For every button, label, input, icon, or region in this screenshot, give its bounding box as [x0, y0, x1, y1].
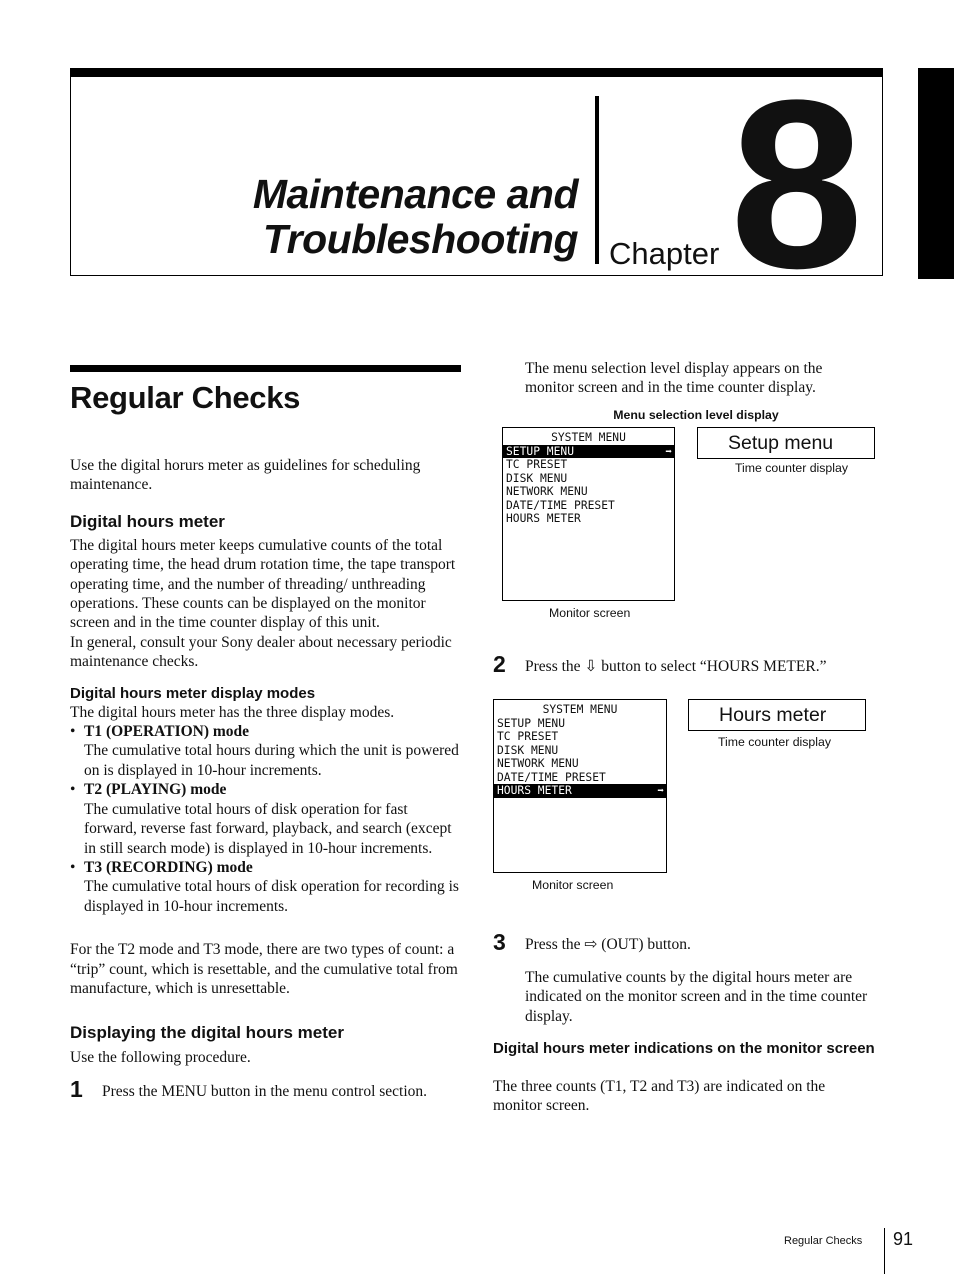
- page-number: 91: [893, 1229, 914, 1249]
- time-counter-display: Hours meter: [688, 699, 866, 731]
- down-arrow-icon: ⇩: [584, 658, 598, 675]
- paragraph-consult-dealer: In general, consult your Sony dealer about necessary periodic maintenance checks.: [70, 633, 452, 671]
- paragraph-count-types: For the T2 mode and T3 mode, there are two types of count: a “trip” count, which is resettable, and the cumulative total from manufacture, which is unresettable.: [70, 941, 458, 997]
- left-column: [70, 365, 461, 1101]
- menu-item-setup-menu: SETUP MENU: [497, 716, 566, 730]
- heading-digital-hours-meter: Digital hours meter: [70, 511, 225, 531]
- time-counter-display: Setup menu: [697, 427, 875, 459]
- menu-item-setup-menu: [503, 445, 674, 459]
- menu-item-disk-menu: DISK MENU: [497, 743, 559, 757]
- mode-name: T1 (OPERATION) mode: [84, 723, 250, 741]
- list-item: [70, 722, 461, 780]
- bullet-icon: •: [70, 781, 76, 799]
- mode-description: The cumulative total hours of disk operation for fast forward, reverse fast forward, playback, and search (except in still search mode) is displayed in 10-hour increments.: [84, 800, 452, 857]
- list-item: [70, 780, 461, 858]
- step-text: Press the MENU button in the menu control section.: [102, 1082, 428, 1100]
- chapter-divider: [595, 96, 599, 264]
- chapter-number: 8: [730, 50, 860, 318]
- heading-displaying-meter: Displaying the digital hours meter: [70, 1023, 344, 1043]
- mode-name: T2 (PLAYING) mode: [84, 781, 227, 799]
- step-2: [493, 652, 893, 678]
- step-text-part: button to select “HOURS METER.”: [597, 658, 827, 675]
- monitor-screen-caption: Monitor screen: [549, 606, 631, 620]
- section-rule: [70, 365, 461, 372]
- step-1: [70, 1077, 461, 1101]
- procedure-intro: Use the following procedure.: [70, 1049, 251, 1067]
- step-text-part: Press the: [525, 658, 585, 675]
- monitor-screen-setup-menu: [502, 427, 675, 601]
- menu-item-hours-meter: [494, 784, 666, 798]
- chapter-side-tab: [918, 68, 954, 279]
- bullet-icon: •: [70, 723, 76, 741]
- menu-item-network-menu: NETWORK MENU: [506, 485, 588, 498]
- menu-item-label: HOURS METER: [497, 784, 572, 797]
- list-item: [70, 858, 461, 916]
- menu-item-tc-preset: TC PRESET: [506, 458, 568, 471]
- menu-item-disk-menu: DISK MENU: [506, 471, 568, 485]
- footer-section-name: Regular Checks: [784, 1235, 863, 1247]
- arrow-right-icon: ➡: [657, 784, 664, 797]
- step-3-followup: The cumulative counts by the digital hours meter are indicated on the monitor screen and in the time counter display.: [525, 969, 868, 1025]
- menu-item-label: SETUP MENU: [506, 444, 575, 458]
- heading-meter-indications: Digital hours meter indications on the monitor screen: [493, 1040, 875, 1057]
- step-text: [525, 657, 826, 676]
- menu-item-hours-meter: HOURS METER: [506, 512, 581, 525]
- mode-name: T3 (RECORDING) mode: [84, 858, 253, 876]
- screen-title: SYSTEM MENU: [551, 431, 626, 444]
- footer-divider: [884, 1228, 885, 1274]
- mode-description: The cumulative total hours of disk operation for recording is displayed in 10-hour increments.: [84, 878, 459, 915]
- step-number: 1: [70, 1075, 83, 1102]
- menu-item-network-menu: NETWORK MENU: [497, 757, 579, 770]
- menu-item-tc-preset: TC PRESET: [497, 730, 559, 743]
- step-number: 3: [493, 929, 506, 955]
- step-number: 2: [493, 651, 506, 677]
- chapter-label: Chapter: [609, 236, 720, 271]
- figure-title: Menu selection level display: [613, 408, 779, 422]
- screen-title: SYSTEM MENU: [542, 703, 618, 716]
- chapter-title-line2: Troubleshooting: [262, 216, 578, 262]
- arrow-right-icon: ➡: [665, 444, 672, 458]
- section-title: Regular Checks: [70, 380, 301, 415]
- chapter-title: [253, 172, 578, 262]
- time-counter-caption: Time counter display: [735, 461, 848, 475]
- mode-description: The cumulative total hours during which the unit is powered on is displayed in 10-hour increments.: [84, 742, 459, 779]
- step-1-followup: The menu selection level display appears on the monitor screen and in the time counter display.: [525, 360, 823, 397]
- step-text-part: Press the: [525, 936, 585, 953]
- time-counter-caption: Time counter display: [718, 735, 831, 749]
- monitor-screen-caption: Monitor screen: [532, 878, 614, 892]
- step-text: [525, 935, 691, 954]
- intro-paragraph: Use the digital horurs meter as guidelines for scheduling maintenance.: [70, 457, 421, 494]
- menu-item-date-time-preset: DATE/TIME PRESET: [497, 770, 606, 784]
- bullet-icon: •: [70, 858, 76, 876]
- step-3: [493, 930, 893, 956]
- chapter-title-line1: Maintenance and: [252, 171, 578, 217]
- paragraph-meter-description: The digital hours meter keeps cumulative counts of the total operating time, the head drum rotation time, the tape transport operating time, and the number of threading/ unthreading operations. These counts can be displayed on the monitor screen and in the time counter display of this unit.: [70, 536, 456, 632]
- display-modes-intro: The digital hours meter has the three display modes.: [70, 703, 395, 721]
- paragraph-meter-indications: The three counts (T1, T2 and T3) are indicated on the monitor screen.: [493, 1078, 826, 1115]
- monitor-screen-hours-meter: [493, 699, 667, 873]
- menu-item-date-time-preset: DATE/TIME PRESET: [506, 498, 615, 512]
- heading-display-modes: Digital hours meter display modes: [70, 684, 316, 702]
- step-text-part: (OUT) button.: [597, 936, 691, 953]
- right-arrow-icon: ⇨: [584, 936, 598, 953]
